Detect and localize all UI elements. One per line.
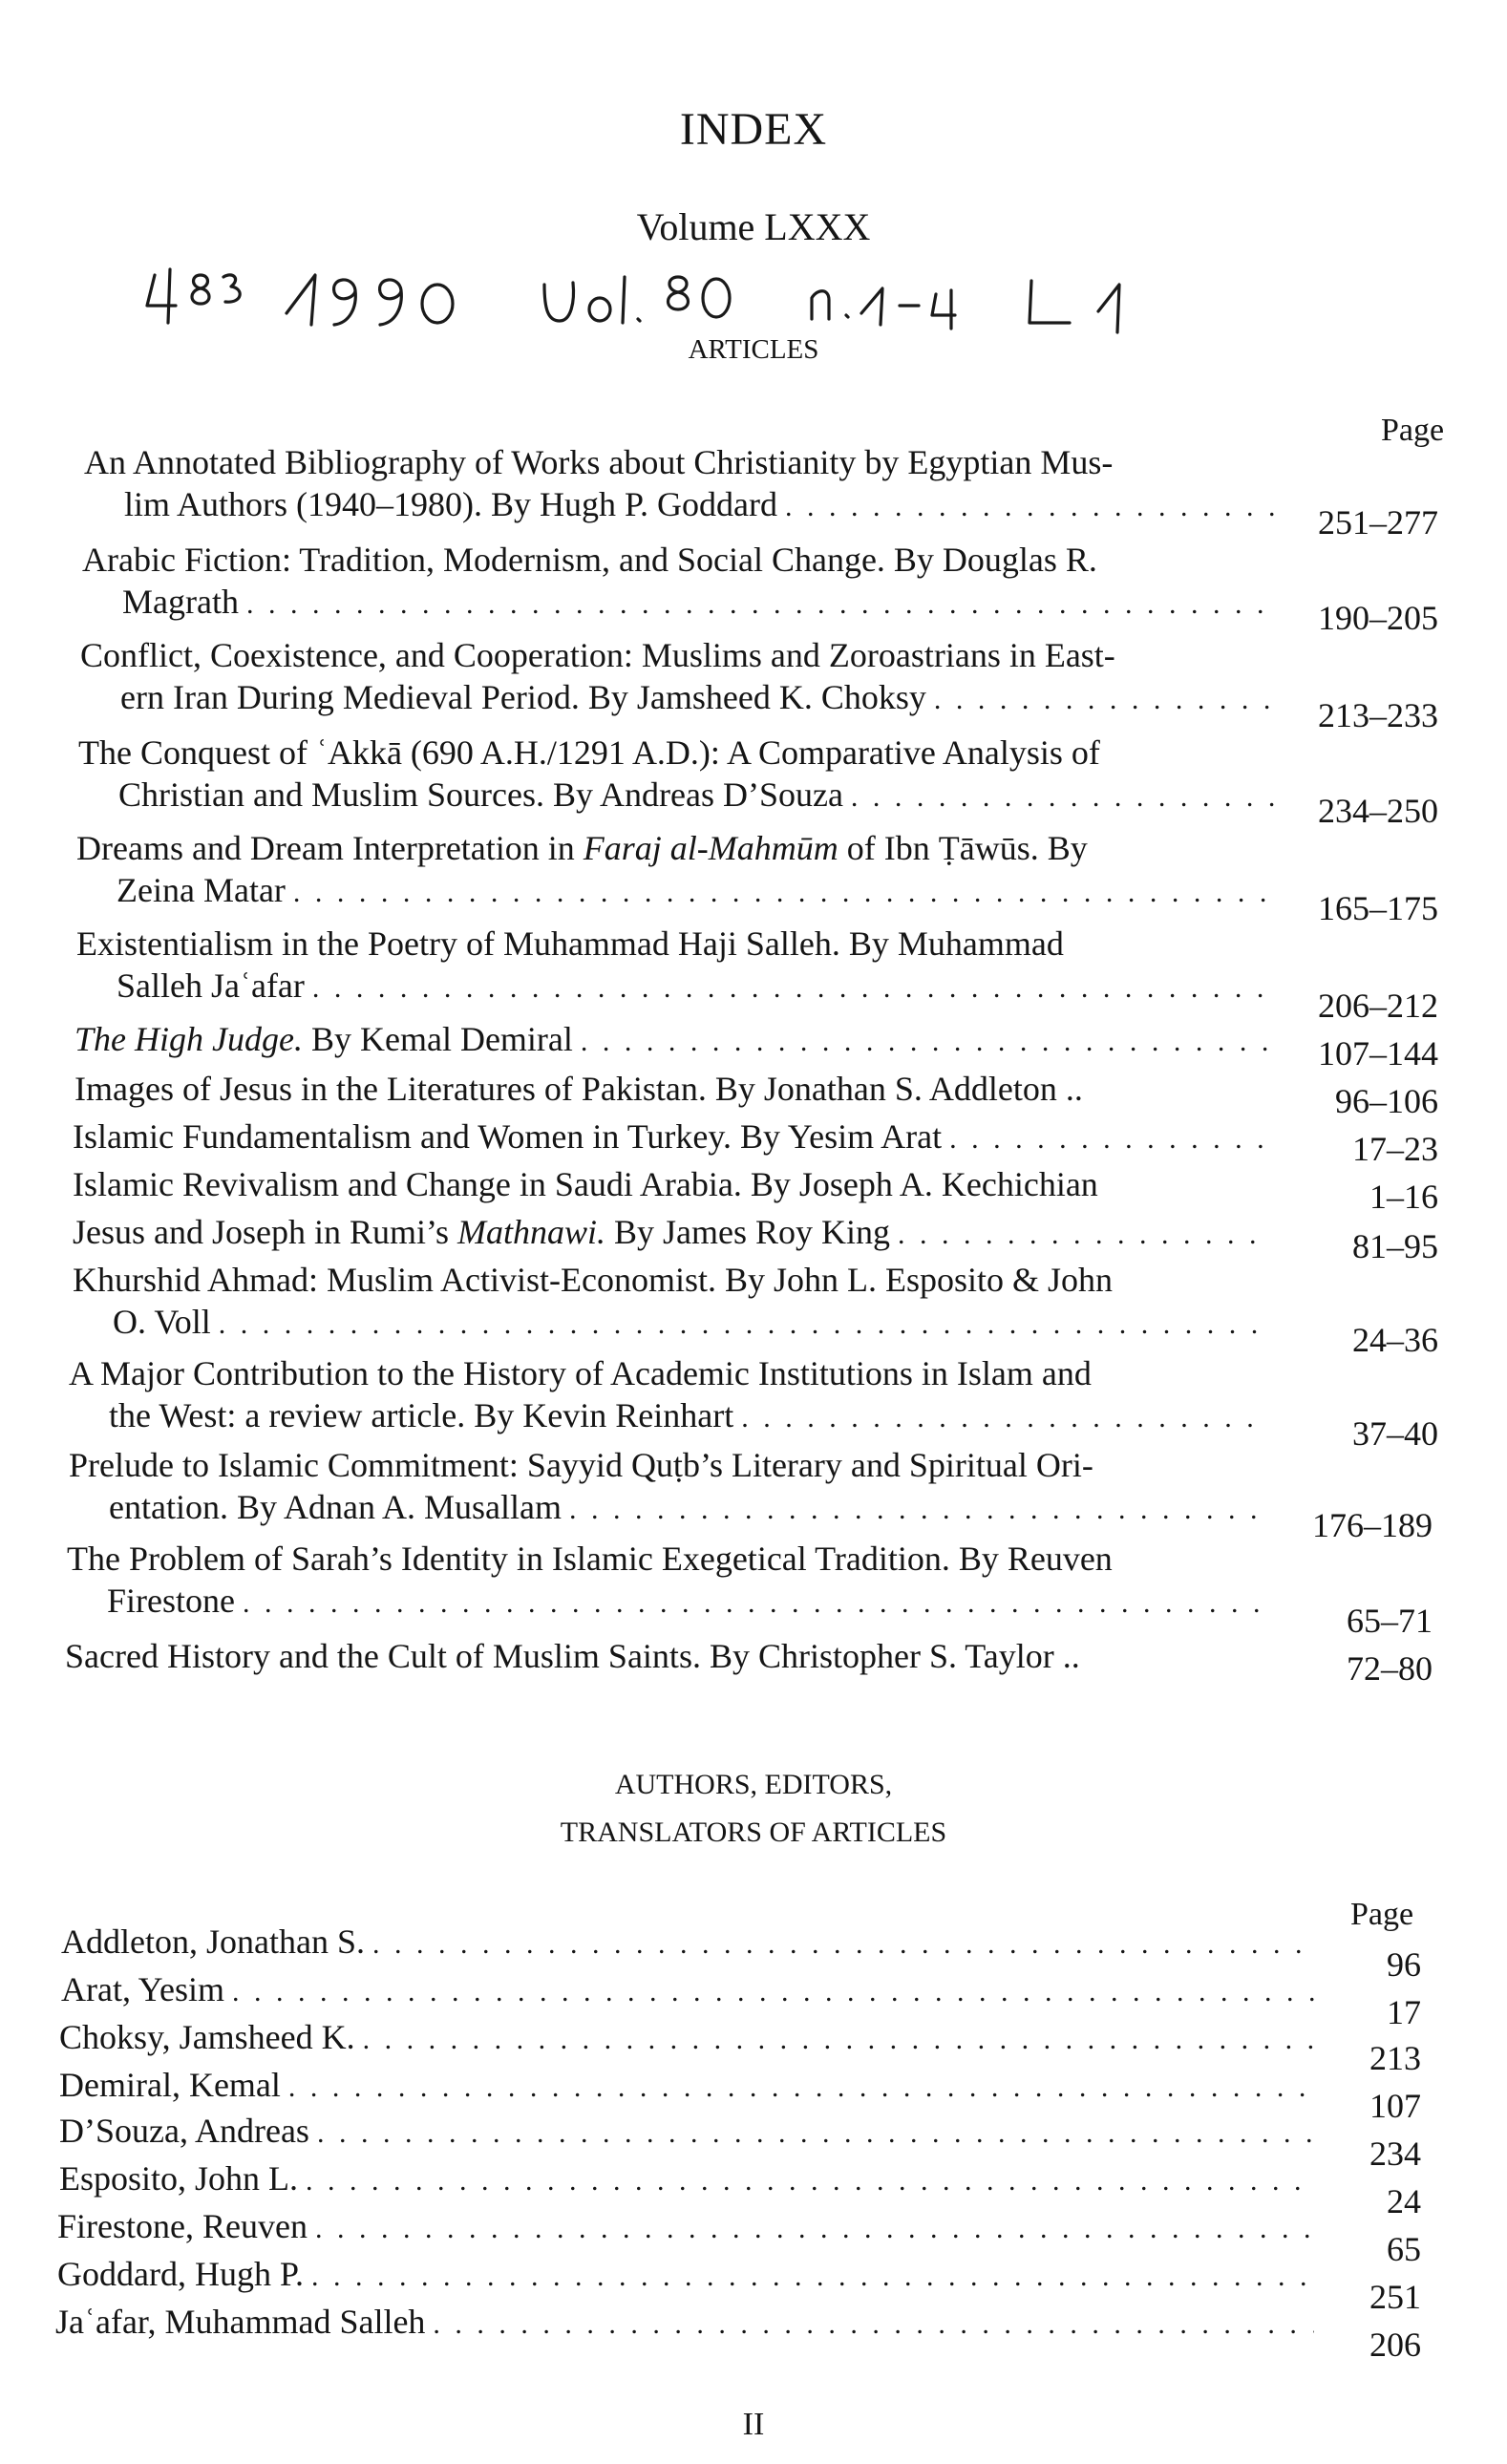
author-name: Jaʿafar, Muhammad Salleh bbox=[55, 2303, 426, 2341]
article-title-line: Islamic Revivalism and Change in Saudi Arabia. By Joseph A. Kechichian bbox=[73, 1165, 1098, 1203]
article-title-line: of Ibn Ṭāwūs. By bbox=[846, 829, 1088, 867]
article-title-line: The Conquest of ʿAkkā (690 A.H./1291 A.D.): A Comparative Analysis of bbox=[78, 733, 1100, 772]
author-name: Esposito, John L. bbox=[59, 2159, 299, 2198]
author-row bbox=[61, 1922, 1314, 1962]
page-title: INDEX bbox=[679, 104, 828, 155]
article-entry bbox=[69, 1448, 1268, 1524]
author-page: 65 bbox=[1387, 2230, 1421, 2268]
author-row bbox=[59, 2158, 1314, 2198]
article-title-line: Zeina Matar bbox=[117, 871, 286, 909]
author-page: 24 bbox=[1387, 2182, 1421, 2220]
author-row bbox=[57, 2254, 1314, 2294]
article-title-line: entation. By Adnan A. Musallam bbox=[109, 1488, 562, 1526]
article-pages: 1–16 bbox=[1369, 1178, 1438, 1216]
leader-dots bbox=[741, 1404, 1268, 1433]
article-title-line: Conflict, Coexistence, and Cooperation: Muslims and Zoroastrians in East- bbox=[80, 636, 1115, 674]
author-page: 206 bbox=[1369, 2326, 1421, 2364]
article-pages: 206–212 bbox=[1318, 987, 1438, 1025]
leader-dots bbox=[315, 2213, 1314, 2245]
article-pages: 96–106 bbox=[1335, 1082, 1438, 1120]
article-entry bbox=[73, 1167, 1268, 1205]
article-pages: 190–205 bbox=[1318, 599, 1438, 637]
author-row bbox=[59, 2065, 1314, 2105]
article-entry bbox=[74, 1072, 1270, 1110]
article-title-line: Magrath bbox=[122, 583, 239, 621]
article-title-line: An Annotated Bibliography of Works about Christianity by Egyptian Mus- bbox=[84, 443, 1114, 481]
author-name: Demiral, Kemal bbox=[59, 2066, 281, 2104]
leader-dots bbox=[363, 2024, 1314, 2056]
leader-dots bbox=[317, 2117, 1314, 2150]
article-pages: 65–71 bbox=[1347, 1602, 1433, 1640]
article-title-line: Islamic Fundamentalism and Women in Turkey. By Yesim Arat bbox=[73, 1117, 943, 1156]
article-pages: 37–40 bbox=[1352, 1414, 1438, 1453]
page-number: II bbox=[742, 2407, 765, 2442]
author-page: 107 bbox=[1369, 2087, 1421, 2125]
leader-dots bbox=[232, 1976, 1314, 2008]
author-row bbox=[61, 1969, 1314, 2009]
article-title-line: Existentialism in the Poetry of Muhammad Haji Salleh. By Muhammad bbox=[76, 924, 1064, 963]
leader-dots bbox=[372, 1928, 1314, 1961]
author-name: Arat, Yesim bbox=[61, 1970, 225, 2008]
article-entry bbox=[73, 1119, 1268, 1158]
leader-dots bbox=[581, 1028, 1270, 1056]
leader-dots bbox=[949, 1125, 1268, 1154]
article-pages: 251–277 bbox=[1318, 503, 1438, 542]
article-entry bbox=[84, 445, 1276, 521]
author-page: 213 bbox=[1369, 2039, 1421, 2077]
article-title-line: Images of Jesus in the Literatures of Pakistan. By Jonathan S. Addleton .. bbox=[74, 1070, 1083, 1108]
article-pages: 72–80 bbox=[1347, 1649, 1433, 1688]
article-title-line: A Major Contribution to the History of Academic Institutions in Islam and bbox=[69, 1354, 1092, 1392]
article-pages: 234–250 bbox=[1318, 792, 1438, 830]
leader-dots bbox=[851, 783, 1274, 812]
author-page: 96 bbox=[1387, 1945, 1421, 1984]
author-name: Addleton, Jonathan S. bbox=[61, 1922, 365, 1961]
article-title-line: Salleh Jaʿafar bbox=[117, 966, 305, 1005]
article-title-line: Sacred History and the Cult of Muslim Saints. By Christopher S. Taylor .. bbox=[65, 1637, 1080, 1675]
article-pages: 176–189 bbox=[1312, 1506, 1433, 1544]
authors-heading-line2: TRANSLATORS OF ARTICLES bbox=[560, 1816, 947, 1848]
article-title-line: lim Authors (1940–1980). By Hugh P. Goddard bbox=[124, 485, 777, 523]
author-page: 251 bbox=[1369, 2278, 1421, 2316]
articles-heading: ARTICLES bbox=[688, 334, 819, 365]
article-entry bbox=[74, 1022, 1270, 1060]
article-entry bbox=[82, 542, 1276, 619]
author-row bbox=[59, 2017, 1314, 2057]
article-italic-title: The High Judge. bbox=[74, 1020, 303, 1058]
article-title-line: Khurshid Ahmad: Muslim Activist-Economist. By John L. Esposito & John bbox=[73, 1261, 1114, 1299]
volume-label: Volume LXXX bbox=[636, 205, 871, 248]
article-title-line: Christian and Muslim Sources. By Andreas D’Souza bbox=[118, 775, 843, 814]
leader-dots bbox=[246, 590, 1276, 619]
authors-heading-line1: AUTHORS, EDITORS, bbox=[614, 1769, 893, 1800]
author-page: 234 bbox=[1369, 2135, 1421, 2173]
article-pages: 81–95 bbox=[1352, 1227, 1438, 1265]
article-pages: 107–144 bbox=[1318, 1034, 1438, 1073]
article-entry bbox=[80, 638, 1276, 714]
article-entry bbox=[76, 926, 1272, 1003]
article-title-line: ern Iran During Medieval Period. By Jamsheed K. Choksy bbox=[120, 678, 926, 716]
article-italic-title: Faraj al-Mahmūm bbox=[583, 829, 838, 867]
article-title-line: By Kemal Demiral bbox=[310, 1020, 573, 1058]
author-name: D’Souza, Andreas bbox=[59, 2112, 309, 2150]
leader-dots bbox=[569, 1496, 1268, 1524]
leader-dots bbox=[306, 2165, 1314, 2198]
articles-page-column-label: Page bbox=[1381, 413, 1445, 448]
article-italic-title: Mathnawi. bbox=[457, 1213, 606, 1251]
article-pages: 213–233 bbox=[1318, 696, 1438, 734]
leader-dots bbox=[311, 2261, 1314, 2293]
article-title-line: O. Voll bbox=[113, 1303, 211, 1341]
article-title-line: Firestone bbox=[107, 1582, 235, 1620]
author-row bbox=[59, 2111, 1314, 2151]
article-entry bbox=[78, 735, 1274, 812]
article-title-line: Prelude to Islamic Commitment: Sayyid Quṭb’s Literary and Spiritual Ori- bbox=[69, 1446, 1093, 1484]
leader-dots bbox=[312, 974, 1272, 1003]
article-pages: 17–23 bbox=[1352, 1130, 1438, 1168]
article-pages: 165–175 bbox=[1318, 889, 1438, 927]
author-name: Choksy, Jamsheed K. bbox=[59, 2018, 355, 2056]
author-name: Goddard, Hugh P. bbox=[57, 2255, 304, 2293]
article-entry bbox=[76, 831, 1272, 907]
leader-dots bbox=[785, 493, 1276, 521]
article-title-line: The Problem of Sarah’s Identity in Islamic Exegetical Tradition. By Reuven bbox=[67, 1540, 1113, 1578]
author-row bbox=[55, 2302, 1314, 2342]
article-title-line: Arabic Fiction: Tradition, Modernism, and Social Change. By Douglas R. bbox=[82, 541, 1097, 579]
article-entry bbox=[67, 1541, 1266, 1618]
authors-page-column-label: Page bbox=[1350, 1897, 1414, 1932]
author-row bbox=[57, 2206, 1314, 2246]
leader-dots bbox=[243, 1589, 1266, 1618]
article-entry bbox=[73, 1263, 1268, 1339]
leader-dots bbox=[219, 1310, 1268, 1339]
article-title-line: the West: a review article. By Kevin Reinhart bbox=[109, 1396, 734, 1434]
article-title-line: Jesus and Joseph in Rumi’s bbox=[73, 1213, 450, 1251]
leader-dots bbox=[934, 686, 1276, 714]
article-entry bbox=[69, 1356, 1268, 1433]
leader-dots bbox=[898, 1221, 1268, 1249]
article-title-line: Dreams and Dream Interpretation in bbox=[76, 829, 575, 867]
article-entry bbox=[65, 1639, 1264, 1677]
leader-dots bbox=[293, 879, 1272, 907]
article-pages: 24–36 bbox=[1352, 1321, 1438, 1359]
author-page: 17 bbox=[1387, 1993, 1421, 2031]
leader-dots bbox=[433, 2308, 1314, 2341]
article-title-line: By James Roy King bbox=[614, 1213, 891, 1251]
author-name: Firestone, Reuven bbox=[57, 2207, 308, 2245]
article-entry bbox=[73, 1215, 1268, 1253]
leader-dots bbox=[288, 2071, 1314, 2104]
